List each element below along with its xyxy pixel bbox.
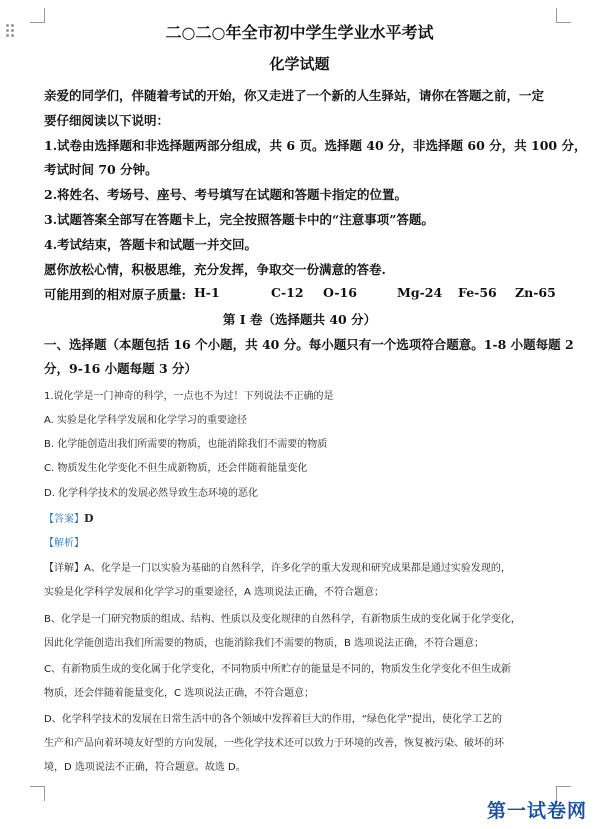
instruction-item: 2.将姓名、考场号、座号、考号填写在试题和答题卡指定的位置。 [44,187,408,202]
detail-tag: 【详解】 [44,563,84,574]
analysis-tag: 【解析】 [44,538,84,549]
answer-tag: 【答案】 [44,514,84,525]
question-option: A. 实验是化学科学发展和化学学习的重要途径 [44,415,248,426]
atomic-masses [44,285,564,301]
explanation-text: A、化学是一门以实验为基础的自然科学，许多化学的重大发现和研究成果都是通过实验发现的， [84,563,511,574]
explanation-line: 实验是化学科学发展和化学学习的重要途径，A 选项说法正确，不符合题意； [44,587,385,598]
explanation-line: 物质，还会伴随着能量变化，C 选项说法正确，不符合题意； [44,688,315,699]
explanation-line: 生产和产品向着环境友好型的方向发展，一些化学技术还可以致力于环境的改善，恢复被污染、破坏的环 [44,738,504,749]
wish-line: 愿你放松心情，积极思维，充分发挥，争取交一份满意的答卷. [44,262,386,277]
atomic-mass: Zn-65 [515,285,556,300]
question-stem: 1.说化学是一门神奇的科学，一点也不为过！下列说法不正确的是 [44,391,334,402]
answer-value: D [84,512,94,525]
explanation-line: B、化学是一门研究物质的组成、结构、性质以及变化规律的自然科学，有新物质生成的变化属于化学变化， [44,614,521,625]
answer-line [44,510,94,525]
instruction-item: 3.试题答案全部写在答题卡上，完全按照答题卡中的“注意事项”答题。 [44,212,434,227]
question-option: B. 化学能创造出我们所需要的物质，也能消除我们不需要的物质 [44,439,328,450]
instruction-item: 4.考试结束，答题卡和试题一并交回。 [44,237,258,252]
atomic-masses-label: 可能用到的相对原子质量: [44,287,187,302]
explanation-line [44,559,511,574]
explanation-line: C、有新物质生成的变化属于化学变化，不同物质中所贮存的能量是不同的，物质发生化学变化不但生成新 [44,664,511,675]
intro-line: 要仔细阅读以下说明： [44,113,170,128]
explanation-line: D、化学科学技术的发展在日常生活中的各个领域中发挥着巨大的作用，“绿色化学”提出，使化学工艺的 [44,714,503,725]
watermark-logo: 第一试卷网 [486,800,587,822]
section-heading: 分，9-16 小题每题 3 分） [44,361,198,376]
question-option: D. 化学科学技术的发展必然导致生态环境的恶化 [44,488,259,499]
section-title: 第 I 卷（选择题共 40 分） [222,312,377,327]
exam-title: 二○二○年全市初中学生学业水平考试 [165,23,434,42]
instruction-item: 1.试卷由选择题和非选择题两部分组成，共 6 页。选择题 40 分，非选择题 60 分，共 100 分， [44,138,587,153]
instruction-item: 考试时间 70 分钟。 [44,162,158,177]
atomic-mass: H-1 [194,285,220,300]
atomic-mass: Mg-24 [397,285,443,300]
exam-subject: 化学试题 [269,55,330,73]
atomic-mass: C-12 [271,285,304,300]
intro-line: 亲爱的同学们，伴随着考试的开始，你又走进了一个新的人生驿站，请你在答题之前，一定 [44,88,545,103]
page-corner-mark [30,786,45,801]
explanation-line: 因此化学能创造出我们所需要的物质，也能消除我们不需要的物质，B 选项说法正确，不符合题意； [44,638,485,649]
question-option: C. 物质发生化学变化不但生成新物质，还会伴随着能量变化 [44,463,308,474]
atomic-mass: O-16 [323,285,357,300]
explanation-line: 境，D 选项说法不正确，符合题意。故选 D。 [44,762,246,773]
section-heading: 一、选择题（本题包括 16 个小题，共 40 分。每小题只有一个选项符合题意。1-8 小题每题 2 [44,337,574,352]
atomic-mass: Fe-56 [458,285,497,300]
